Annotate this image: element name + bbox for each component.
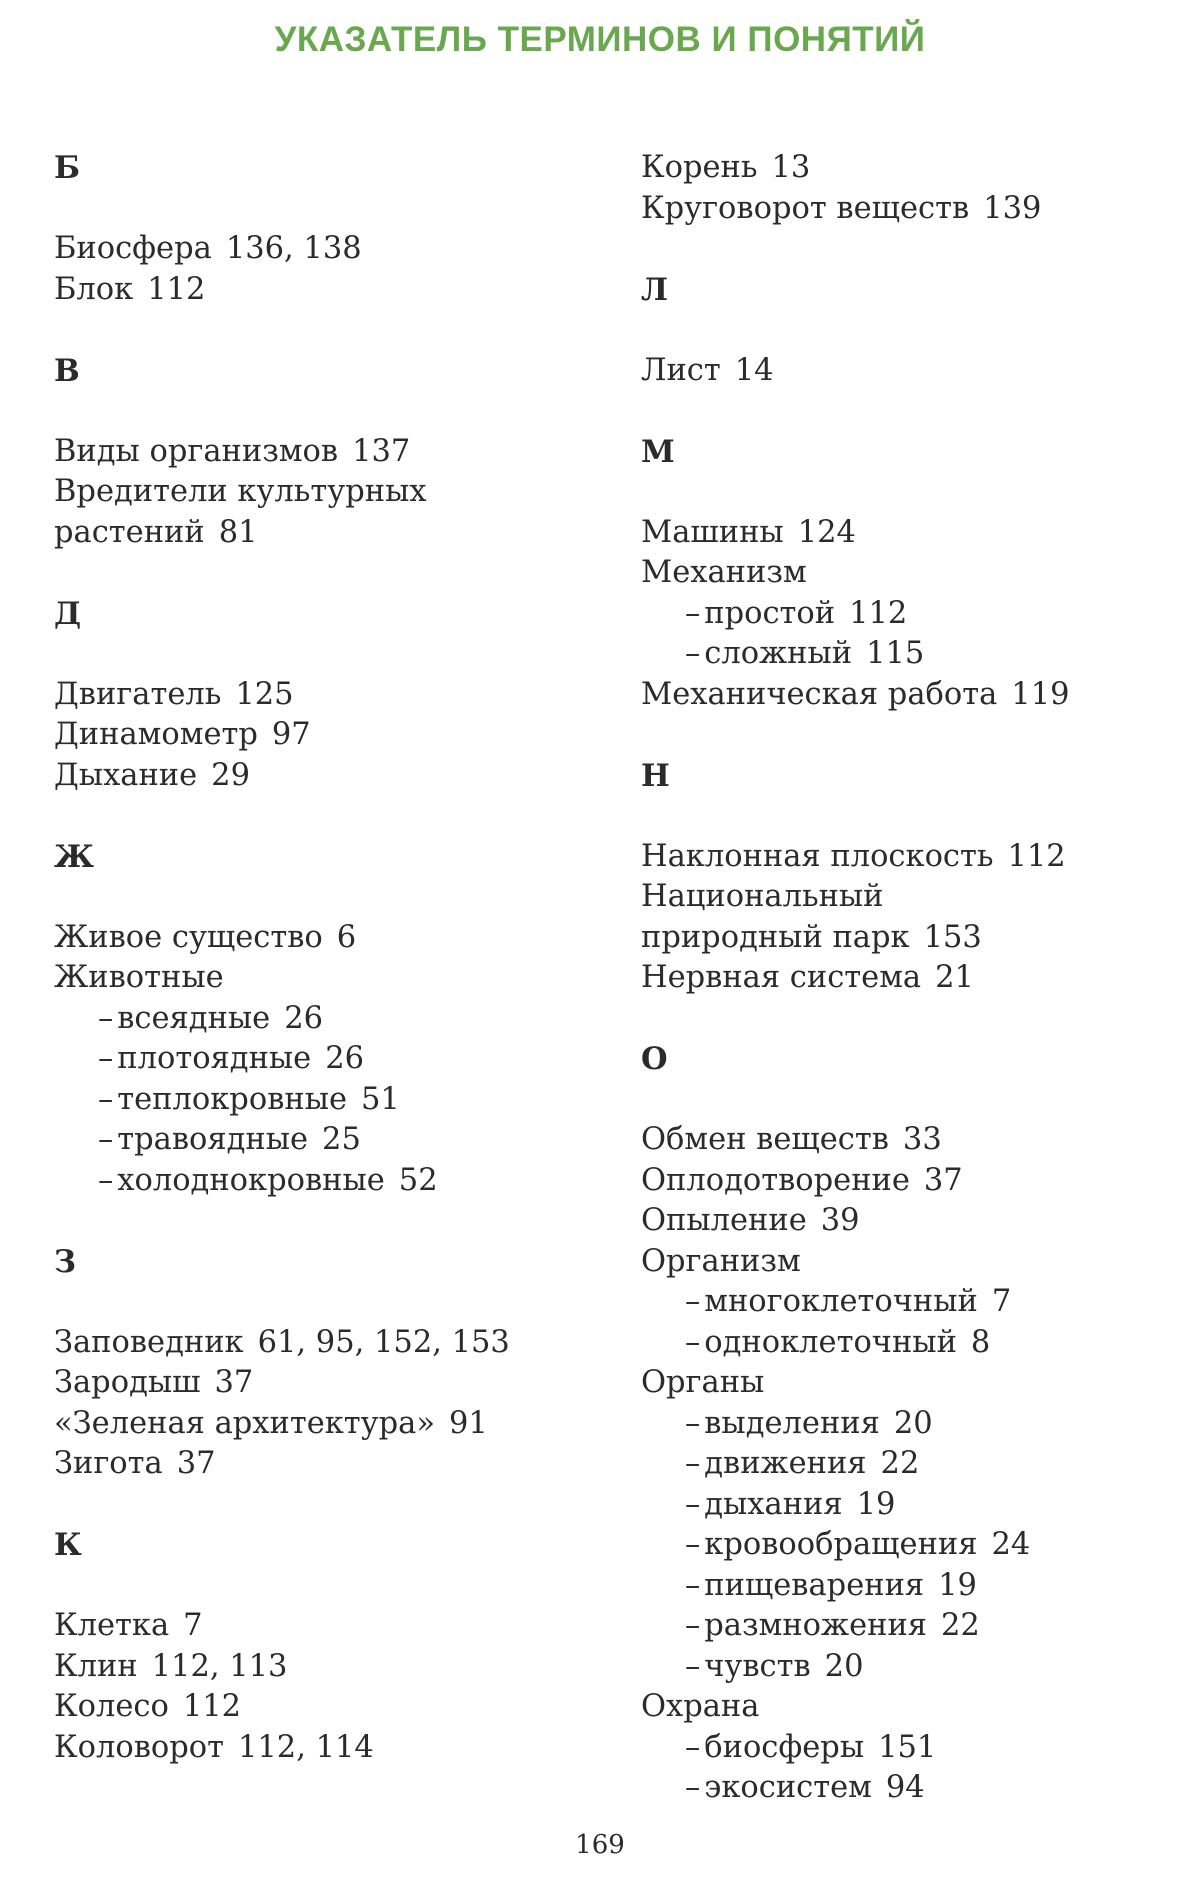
entry-pages: 37 (923, 1162, 963, 1198)
entry-pages: 8 (970, 1324, 991, 1360)
index-subentry (641, 1444, 1181, 1485)
index-entry (641, 553, 1181, 594)
entry-pages: 137 (352, 433, 411, 469)
index-entry (641, 675, 1181, 716)
index-subentry (54, 1120, 614, 1161)
section-letter: Н (641, 757, 670, 794)
entry-pages: 29 (211, 757, 250, 793)
index-entry (641, 918, 1181, 959)
section-letter: В (54, 352, 80, 389)
index-entry (54, 1728, 614, 1769)
entry-term: Зигота (54, 1446, 163, 1481)
entry-term: плотоядные (117, 1041, 312, 1076)
index-subentry (641, 634, 1181, 675)
entry-pages: 7 (183, 1608, 203, 1643)
entry-term: дыхания (704, 1486, 843, 1522)
entry-term: Динамометр (54, 717, 258, 752)
index-entry (54, 513, 614, 554)
entry-term: одноклеточный (704, 1324, 957, 1360)
entry-pages: 61, 95, 152, 153 (257, 1324, 510, 1360)
entry-pages: 19 (856, 1486, 896, 1522)
entry-pages: 26 (284, 1000, 324, 1036)
entry-term: холоднокровные (117, 1162, 385, 1198)
entry-term: Двигатель (54, 676, 222, 712)
entry-term: Клетка (54, 1608, 170, 1643)
section-letter: К (54, 1527, 82, 1563)
index-entry (54, 958, 614, 999)
entry-pages: 6 (336, 919, 357, 955)
entry-pages: 81 (218, 514, 258, 550)
index-entry (54, 1647, 614, 1688)
entry-term: Заповедник (54, 1324, 244, 1360)
entry-term: движения (704, 1446, 867, 1481)
entry-term: чувств (704, 1648, 811, 1684)
index-entry (641, 1242, 1181, 1283)
section-letter: Ж (54, 838, 95, 875)
index-entry (641, 189, 1181, 230)
entry-term: Животные (54, 960, 224, 995)
index-section (641, 270, 1181, 392)
index-entry (641, 1201, 1181, 1242)
entry-term: Нервная система (641, 960, 922, 995)
entry-pages: 112 (1007, 838, 1066, 874)
index-subentry (641, 1323, 1181, 1364)
entry-pages: 115 (866, 636, 925, 671)
index-entry (54, 472, 614, 513)
entry-pages: 119 (1011, 676, 1070, 712)
section-letter: М (641, 433, 675, 470)
section-letter: О (641, 1041, 668, 1077)
entry-pages: 94 (885, 1770, 925, 1805)
index-section (54, 837, 614, 1202)
index-subentry (641, 1525, 1181, 1566)
entry-pages: 37 (214, 1365, 254, 1400)
section-letter: Д (54, 595, 82, 632)
index-entry (641, 1161, 1181, 1202)
index-entry (54, 918, 614, 959)
entry-pages: 112 (849, 595, 908, 631)
index-column-left (54, 148, 614, 1809)
index-subentry (641, 1768, 1181, 1809)
entry-term: Блок (54, 271, 134, 307)
entry-term: природный парк (641, 919, 910, 955)
entry-term: Корень (641, 150, 758, 185)
entry-pages: 153 (923, 919, 982, 955)
index-entry (54, 715, 614, 756)
entry-term: Машины (641, 514, 784, 550)
entry-term: Коловорот (54, 1729, 224, 1765)
index-section (641, 1039, 1181, 1809)
index-entry (54, 229, 614, 270)
index-subentry (641, 1606, 1181, 1647)
entry-term: «Зеленая архитектура» (54, 1405, 435, 1441)
entry-pages: 51 (361, 1081, 400, 1117)
index-section (641, 756, 1181, 999)
entry-term: Организм (641, 1243, 801, 1279)
entry-term: Национальный (641, 879, 884, 914)
entry-term: пищеварения (704, 1567, 925, 1603)
index-column-right (641, 148, 1181, 1849)
entry-term: биосферы (704, 1729, 865, 1765)
entry-term: Круговорот веществ (641, 190, 970, 226)
entry-pages: 125 (235, 676, 294, 712)
entry-term: Обмен веществ (641, 1122, 889, 1157)
index-entry (641, 837, 1181, 878)
entry-term: простой (704, 595, 836, 631)
index-subentry (54, 1039, 614, 1080)
index-subentry (54, 1080, 614, 1121)
entry-term: Биосфера (54, 231, 212, 266)
index-entry (641, 877, 1181, 918)
index-entry (54, 1363, 614, 1404)
entry-pages: 21 (935, 960, 974, 995)
index-entry (641, 1363, 1181, 1404)
entry-term: Живое существо (54, 919, 323, 955)
index-subentry (641, 1728, 1181, 1769)
index-entry (641, 513, 1181, 554)
entry-pages: 37 (176, 1446, 216, 1481)
entry-term: растений (54, 514, 205, 550)
index-entry (641, 1687, 1181, 1728)
entry-pages: 22 (880, 1446, 920, 1481)
entry-term: Дыхание (54, 757, 198, 793)
entry-term: Лист (641, 352, 721, 388)
entry-term: Механизм (641, 555, 807, 590)
entry-pages: 22 (941, 1608, 980, 1643)
entry-pages: 26 (325, 1041, 365, 1076)
index-subentry (54, 1161, 614, 1202)
index-subentry (54, 999, 614, 1040)
index-subentry (641, 1566, 1181, 1607)
index-entry (54, 675, 614, 716)
entry-term: сложный (704, 636, 853, 671)
entry-pages: 151 (878, 1729, 937, 1765)
index-entry (54, 1404, 614, 1445)
entry-pages: 14 (734, 352, 774, 388)
entry-pages: 13 (771, 150, 811, 185)
entry-term: выделения (704, 1405, 880, 1441)
section-letter: З (54, 1243, 76, 1280)
index-entry (641, 351, 1181, 392)
entry-pages: 19 (938, 1567, 977, 1603)
index-entry (641, 958, 1181, 999)
entry-pages: 33 (902, 1122, 942, 1157)
entry-pages: 139 (983, 190, 1042, 226)
entry-pages: 136, 138 (225, 231, 362, 266)
index-section (54, 594, 614, 797)
entry-pages: 91 (449, 1405, 488, 1441)
index-section (641, 148, 1181, 229)
index-entry (54, 1444, 614, 1485)
index-subentry (641, 1485, 1181, 1526)
index-entry (54, 432, 614, 473)
index-entry (54, 756, 614, 797)
entry-term: всеядные (117, 1000, 271, 1036)
index-section (641, 432, 1181, 716)
entry-term: травоядные (117, 1122, 309, 1157)
index-entry (641, 1120, 1181, 1161)
index-section (54, 351, 614, 554)
entry-term: Механическая работа (641, 676, 998, 712)
entry-pages: 39 (820, 1203, 860, 1238)
index-entry (641, 148, 1181, 189)
entry-term: Колесо (54, 1689, 169, 1724)
page-number: 169 (575, 1830, 625, 1860)
entry-term: Вредители культурных (54, 474, 427, 509)
entry-pages: 112 (147, 271, 206, 307)
index-section (54, 1242, 614, 1485)
index-entry (54, 270, 614, 311)
index-entry (54, 1606, 614, 1647)
index-entry (54, 1687, 614, 1728)
index-section (54, 148, 614, 310)
index-entry (54, 1323, 614, 1364)
entry-term: Виды организмов (54, 433, 339, 469)
entry-term: Наклонная плоскость (641, 838, 994, 874)
entry-pages: 24 (991, 1527, 1031, 1562)
entry-pages: 20 (893, 1405, 933, 1441)
index-section (54, 1525, 614, 1768)
entry-pages: 7 (991, 1284, 1012, 1319)
entry-term: Органы (641, 1365, 765, 1400)
index-subentry (641, 1647, 1181, 1688)
entry-term: Зародыш (54, 1365, 201, 1400)
entry-pages: 25 (322, 1122, 361, 1157)
entry-pages: 52 (398, 1162, 438, 1198)
index-subentry (641, 594, 1181, 635)
index-subentry (641, 1404, 1181, 1445)
entry-term: размножения (704, 1608, 928, 1643)
entry-pages: 124 (797, 514, 856, 550)
entry-pages: 20 (824, 1648, 864, 1684)
section-letter: Л (641, 271, 668, 308)
entry-term: экосистем (704, 1770, 872, 1805)
section-letter: Б (54, 150, 81, 186)
entry-term: Оплодотворение (641, 1162, 910, 1198)
entry-term: теплокровные (117, 1081, 348, 1117)
entry-pages: 112, 114 (238, 1729, 374, 1765)
entry-term: многоклеточный (704, 1284, 978, 1319)
entry-pages: 112 (182, 1689, 242, 1724)
page-title: УКАЗАТЕЛЬ ТЕРМИНОВ И ПОНЯТИЙ (274, 20, 926, 59)
entry-pages: 97 (271, 717, 311, 752)
entry-term: кровообращения (704, 1527, 978, 1562)
entry-term: Опыление (641, 1203, 807, 1238)
index-subentry (641, 1282, 1181, 1323)
entry-pages: 112, 113 (151, 1648, 288, 1684)
entry-term: Охрана (641, 1689, 760, 1724)
entry-term: Клин (54, 1648, 138, 1684)
